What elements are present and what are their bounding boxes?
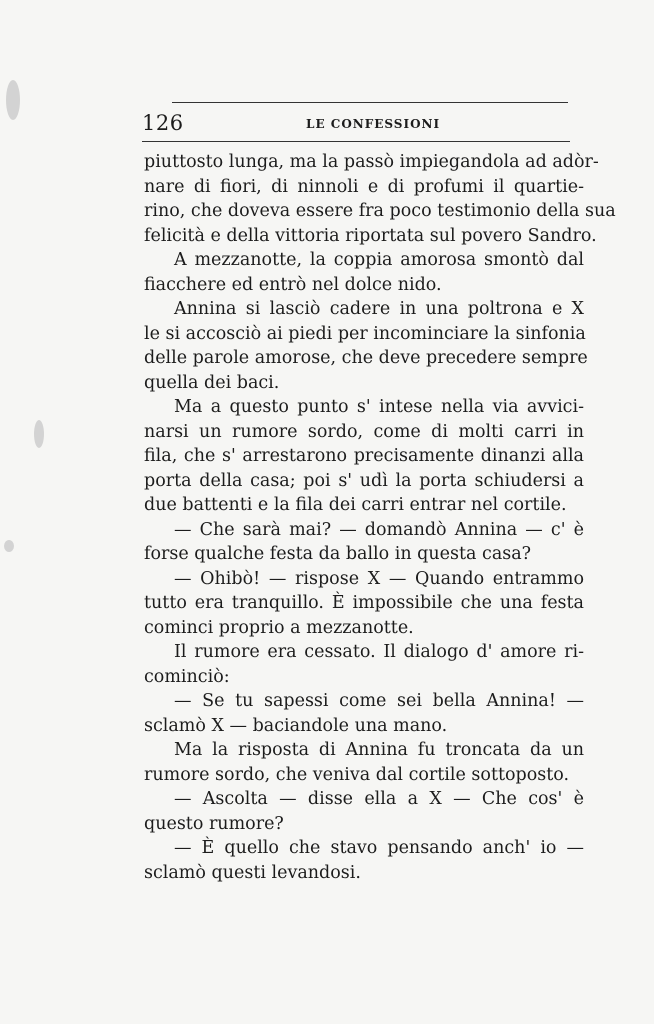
text-line: Il rumore era cessato. Il dialogo d' amore ri- bbox=[174, 642, 584, 662]
text-line: nare di fiori, di ninnoli e di profumi il quartie- bbox=[144, 176, 584, 197]
text-line: le si accosciò ai piedi per incominciare la sinfonia bbox=[144, 323, 586, 344]
text-line: porta della casa; poi s' udì la porta schiudersi a bbox=[144, 470, 584, 491]
page-number: 126 bbox=[142, 111, 184, 135]
text-line: A mezzanotte, la coppia amorosa smontò dal bbox=[174, 250, 584, 270]
text-line: — Se tu sapessi come sei bella Annina! — bbox=[174, 691, 584, 711]
text-line: narsi un rumore sordo, come di molti carri in bbox=[144, 421, 584, 442]
paper-speck bbox=[34, 420, 44, 448]
text-line: forse qualche festa da ballo in questa casa? bbox=[144, 544, 532, 564]
text-line: fila, che s' arrestarono precisamente dinanzi alla bbox=[144, 446, 584, 466]
text-line: rumore sordo, che veniva dal cortile sottoposto. bbox=[144, 764, 570, 785]
text-line: quella dei baci. bbox=[144, 372, 280, 393]
text-line: delle parole amorose, che deve precedere sempre bbox=[144, 348, 588, 368]
header-bottom-rule bbox=[142, 141, 570, 142]
text-line: felicità e della vittoria riportata sul povero Sandro. bbox=[144, 225, 597, 246]
text-line: Ma a questo punto s' intese nella via avvici- bbox=[174, 397, 584, 417]
text-line: rino, che doveva essere fra poco testimonio della sua bbox=[144, 201, 616, 221]
running-head: LE CONFESSIONI bbox=[306, 117, 441, 131]
text-line: — Ohibò! — rispose X — Quando entrammo bbox=[174, 568, 584, 589]
text-line: — Che sarà mai? — domandò Annina — c' è bbox=[174, 519, 584, 540]
text-line: cominciò: bbox=[144, 666, 230, 687]
text-line: cominci proprio a mezzanotte. bbox=[144, 617, 414, 638]
text-line: — È quello che stavo pensando anch' io — bbox=[174, 838, 584, 858]
text-line: Ma la risposta di Annina fu troncata da un bbox=[174, 740, 584, 760]
text-line: piuttosto lunga, ma la passò impiegandola ad adòr- bbox=[144, 152, 599, 172]
text-line: Annina si lasciò cadere in una poltrona e X bbox=[174, 299, 584, 319]
header-top-rule bbox=[172, 102, 568, 103]
text-line: fiacchere ed entrò nel dolce nido. bbox=[144, 274, 442, 295]
text-line: questo rumore? bbox=[144, 813, 284, 834]
paper-speck bbox=[6, 80, 20, 120]
text-line: — Ascolta — disse ella a X — Che cos' è bbox=[174, 789, 584, 809]
paper-speck bbox=[4, 540, 14, 552]
text-line: sclamò X — baciandole una mano. bbox=[144, 715, 448, 736]
text-line: sclamò questi levandosi. bbox=[144, 862, 361, 883]
text-line: tutto era tranquillo. È impossibile che una festa bbox=[144, 593, 584, 613]
text-line: due battenti e la fila dei carri entrar nel cortile. bbox=[144, 495, 567, 515]
body-text bbox=[144, 150, 616, 885]
